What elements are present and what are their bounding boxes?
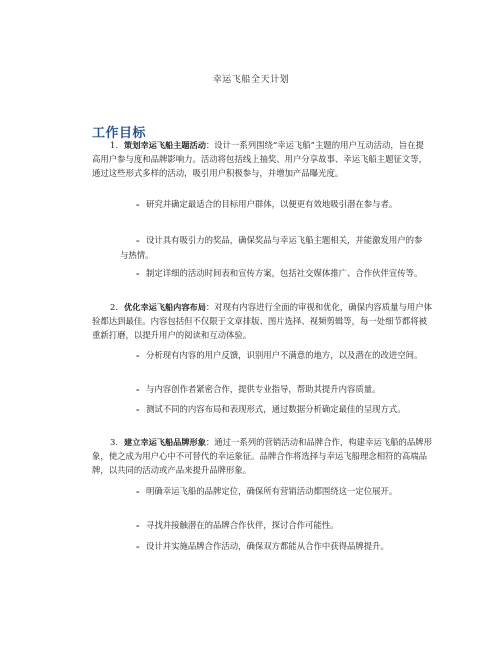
goal-item-2 xyxy=(92,300,432,342)
sub-item-text: 研究并确定最适合的目标用户群体，以便更有效地吸引潜在参与者。 xyxy=(146,199,398,209)
item-number: 3. xyxy=(110,437,118,447)
sub-item-text: 明确幸运飞船的品牌定位，确保所有营销活动都围绕这一定位展开。 xyxy=(146,486,398,496)
goal-item-3 xyxy=(92,435,432,477)
sub-item xyxy=(120,539,425,554)
item-number: 1. xyxy=(110,140,118,150)
dash-bullet: – xyxy=(136,543,140,551)
sub-item xyxy=(120,266,425,281)
sub-item-text: 测试不同的内容布局和表现形式，通过数据分析确定最佳的呈现方式。 xyxy=(146,404,406,414)
item-heading: 优化幸运飞船内容布局 xyxy=(124,302,206,312)
sub-item xyxy=(120,233,425,262)
sub-item-text: 设计具有吸引力的奖品，确保奖品与幸运飞船主题相关，并能激发用户的参与热情。 xyxy=(120,235,423,260)
dash-bullet: – xyxy=(136,522,140,530)
item-heading: 策划幸运飞船主题活动 xyxy=(124,140,206,150)
sub-item xyxy=(120,402,425,417)
item-heading: 建立幸运飞船品牌形象 xyxy=(124,437,206,447)
section-heading: 工作目标 xyxy=(92,126,147,141)
item-text: ：通过一系列的营销活动和品牌合作，构建幸运飞船的品牌形象，使之成为用户心中不可替代的幸运象征。品牌合作将选择与幸运飞船理念相符的高端品牌，以共同的活动或产品来提升品牌形象。 xyxy=(92,437,433,475)
sub-item-text: 设计并实施品牌合作活动，确保双方都能从合作中获得品牌提升。 xyxy=(146,541,389,551)
sub-item-text: 分析现有内容的用户反馈，识别用户不满意的地方，以及潜在的改进空间。 xyxy=(146,350,423,360)
dash-bullet: – xyxy=(136,386,140,394)
dash-bullet: – xyxy=(136,270,140,278)
document-title: 幸运飞船全天计划 xyxy=(212,75,290,85)
sub-item-text: 寻找并接触潜在的品牌合作伙伴，探讨合作可能性。 xyxy=(146,520,339,530)
sub-item-text: 与内容创作者紧密合作，提供专业指导，帮助其提升内容质量。 xyxy=(146,384,381,394)
dash-bullet: – xyxy=(136,237,140,245)
item-text: ：设计一系列围绕“幸运飞船”主题的用户互动活动，旨在提高用户参与度和品牌影响力。活动将包括线上抽奖、用户分享故事、幸运飞船主题征文等，通过这些形式多样的活动，吸引用户积极参与，并增加产品曝光度。 xyxy=(92,140,427,178)
sub-item-text: 制定详细的活动时间表和宣传方案，包括社交媒体推广、合作伙伴宣传等。 xyxy=(146,268,423,278)
sub-item xyxy=(120,197,425,212)
dash-bullet: – xyxy=(136,406,140,414)
dash-bullet: – xyxy=(136,488,140,496)
dash-bullet: – xyxy=(136,201,140,209)
sub-item xyxy=(120,484,425,499)
sub-item xyxy=(120,518,425,533)
sub-item xyxy=(120,382,425,397)
item-text: ：对现有内容进行全面的审视和优化，确保内容质量与用户体验都达到最佳。内容包括但不仅限于文章排版、图片选择、视频剪辑等，每一处细节都将被重新打磨，以提升用户的阅读和互动体验。 xyxy=(92,302,433,340)
goal-item-1 xyxy=(92,138,432,180)
item-number: 2. xyxy=(110,302,118,312)
dash-bullet: – xyxy=(136,352,140,360)
sub-item xyxy=(120,348,425,363)
